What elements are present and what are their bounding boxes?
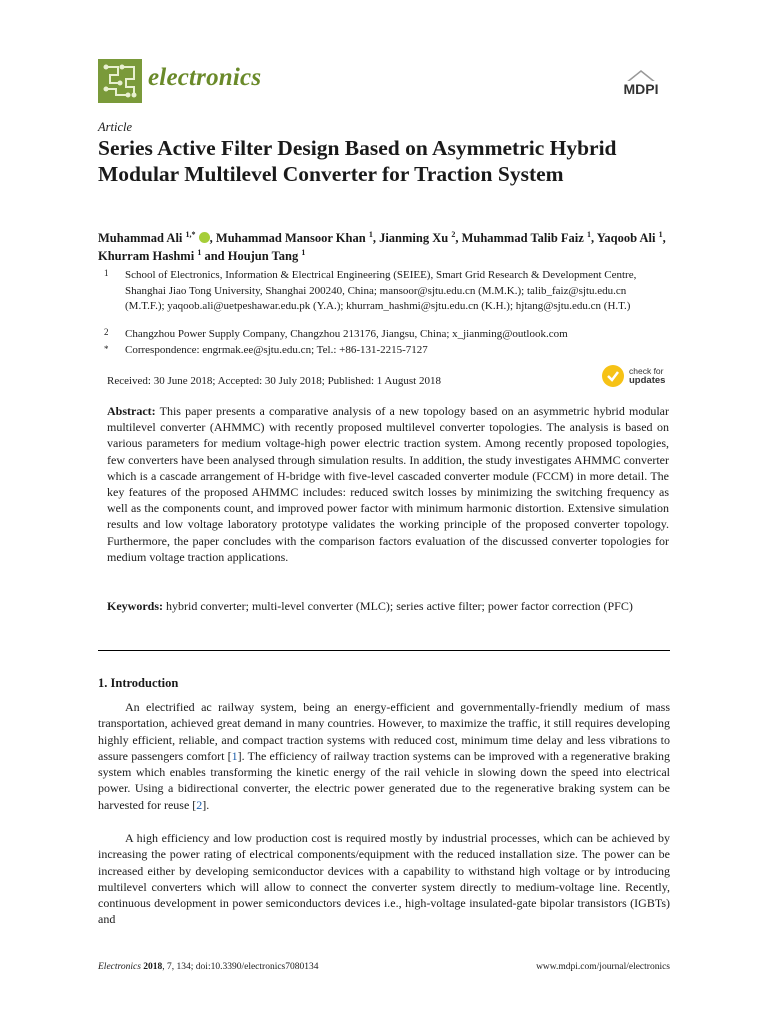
check-updates-icon (602, 365, 624, 387)
intro-paragraph: A high efficiency and low production cost is required mostly by industrial processes, which can be achieved by increasing the power rating of electrical components/equipment with the reduced installation size. The power can be increased either by developing semiconductor devices with a capability to withstand high voltage or by introducing multilevel converters which will allow to connect the converter system directly to medium-voltage line. Recently, continuous development in power semiconductors devices i.e., high-voltage insulated-gate bipolar transistors (IGBTs) and (98, 831, 670, 927)
keywords (107, 598, 669, 614)
affiliation-mark: 2 (104, 327, 109, 337)
affiliation-text: School of Electronics, Information & Electrical Engineering (SEIEE), Smart Grid Research & Development Centre, Shanghai Jiao Tong University, Shanghai 200240, China; mansoor@sjtu.edu.cn (M.M.K.); talib_faiz@sjtu.edu.cn (M.T.F.); yaqoob.ali@uetpeshawar.edu.pk (Y.A.); khurram_hashmi@sjtu.edu.cn (K.H.); hjtang@sjtu.edu.cn (H.T.) (125, 269, 637, 313)
abstract (107, 403, 669, 565)
section-heading: 1. Introduction (98, 676, 179, 690)
footer-doi: , 7, 134; doi:10.3390/electronics7080134 (162, 962, 319, 972)
journal-name: electronics (148, 64, 262, 91)
keywords-label: Keywords: (107, 599, 163, 613)
check-updates-label: updates (629, 375, 666, 386)
author-affiliation-mark: 1 (301, 247, 306, 257)
paragraph-text: ]. The efficiency of railway traction systems can be improved with a regenerative braking system which enables transforming the kinetic energy of the rail vehicle in slowing down the speed into electrical power. Using a bidirectional converter, the electric power generated due to the regenerative braking system can be harvested for reuse [ (98, 748, 670, 812)
correspondence-text: Correspondence: engrmak.ee@sjtu.edu.cn; Tel.: +86-131-2215-7127 (125, 344, 428, 356)
author-name: Muhammad Mansoor Khan (215, 231, 366, 245)
footer-url[interactable]: www.mdpi.com/journal/electronics (536, 962, 670, 972)
author-affiliation-mark: 1,* (185, 229, 196, 239)
citation-link[interactable]: 1 (231, 748, 238, 763)
intro-paragraph (98, 699, 670, 813)
check-updates-label: check for (629, 366, 664, 376)
affiliation-mark: 1 (104, 268, 109, 278)
author-name: Muhammad Ali (98, 231, 183, 245)
paragraph-text: An electrified ac railway system, being an energy-efficient and governmentally-friendly medium of mass transportation, achieved great demand in many countries. However, to maximize the traffic, it still requires developing highly efficient, reliable, and compact traction systems with reduced cost, minimum time delay and less vibrations to assure passengers comfort [ (98, 700, 670, 763)
author-list: Muhammad Ali $^{1,*}$ , Muhammad Mansoor Khan $^1$, Jianming Xu $^2$, Muhammad Talib Faiz $^1$, Yaqoob Ali $^1$, Khurram Hashmi $^1$ and Houjun Tang $^1$ (98, 229, 666, 263)
journal-logo (98, 59, 142, 103)
author-affiliation-mark: 1 (368, 229, 373, 239)
section-divider (98, 650, 670, 651)
keywords-text: hybrid converter; multi-level converter (MLC); series active filter; power factor correction (PFC) (166, 599, 633, 613)
author-affiliation-mark: 1 (586, 229, 591, 239)
orcid-icon[interactable] (199, 232, 210, 243)
author-name: Muhammad Talib Faiz (461, 231, 584, 245)
abstract-text: This paper presents a comparative analysis of a new topology based on an asymmetric hybrid modular multilevel converter (AHMMC) with recently proposed multilevel converter topologies. The analysis is based on various parameters for medium voltage-high power electric traction system. Among recently proposed topologies, few converters have been analysed through simulation results. In addition, the study investigates AHMMC converter which is a cascade arrangement of H-bridge with five-level cascaded converter module (FCCM) in more detail. The key features of the proposed AHMMC includes: reduced switch losses by minimizing the switching frequency as well as the components count, and improved power factor with minimum harmonic distortion. Extensive simulation results and low voltage laboratory prototype validates the working principle of the proposed converter topology. Furthermore, the paper concludes with the comparison factors evaluation of the discussed converter topologies for medium voltage traction applications. (107, 404, 669, 564)
publication-dates: Received: 30 June 2018; Accepted: 30 July 2018; Published: 1 August 2018 (107, 375, 441, 387)
author-name: Yaqoob Ali (596, 231, 656, 245)
mdpi-logo (612, 67, 670, 101)
abstract-label: Abstract: (107, 404, 156, 418)
footer-year: 2018 (143, 962, 163, 972)
author-affiliation-mark: 2 (451, 229, 456, 239)
author-name: Jianming Xu (379, 231, 449, 245)
paragraph-text: ]. (202, 797, 210, 812)
citation-link[interactable]: 2 (196, 797, 203, 812)
author-name: Houjun Tang (227, 249, 299, 263)
author-name: Khurram Hashmi (98, 249, 195, 263)
author-affiliation-mark: 1 (197, 247, 202, 257)
footer-citation (98, 962, 319, 972)
mdpi-logo-text: MDPI (623, 81, 659, 97)
footer-journal: Electronics (98, 962, 141, 972)
article-type: Article (98, 120, 133, 134)
check-for-updates-badge[interactable] (602, 365, 672, 389)
affiliation-mark: * (104, 344, 109, 354)
paper-title: Series Active Filter Design Based on Asymmetric Hybrid Modular Multilevel Converter for Traction System (98, 136, 617, 186)
affiliation-text: Changzhou Power Supply Company, Changzhou 213176, Jiangsu, China; x_jianming@outlook.com (125, 328, 568, 340)
author-affiliation-mark: 1 (658, 229, 663, 239)
